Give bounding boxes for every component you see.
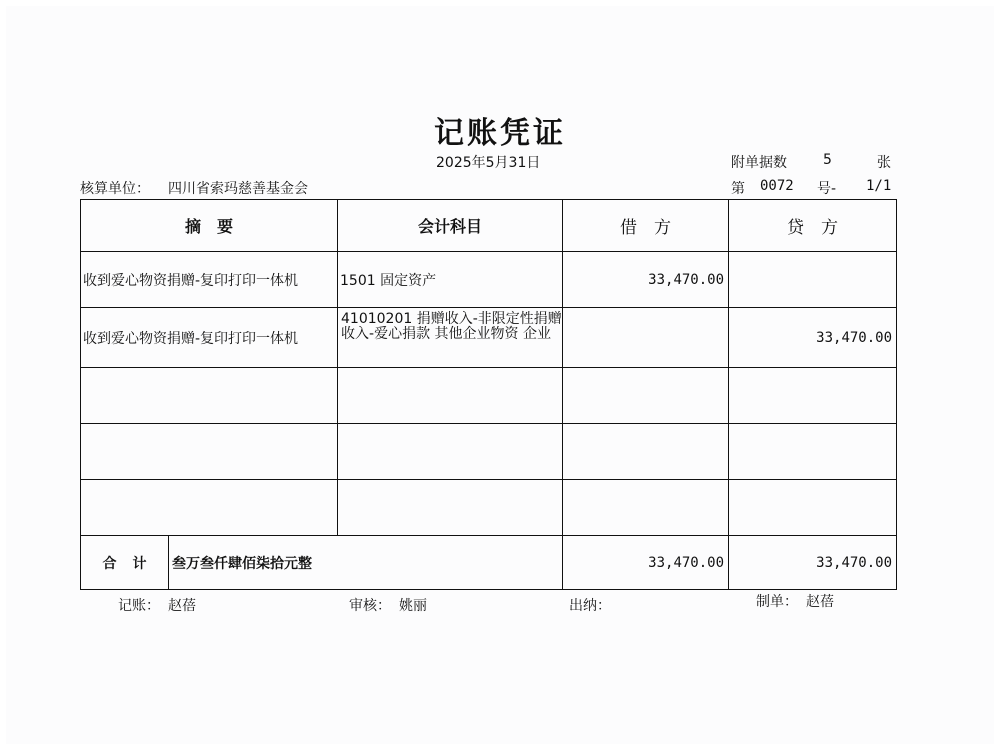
total-credit: 33,470.00	[729, 536, 897, 590]
row-credit	[729, 252, 897, 308]
bookkeeper-label: 记账：	[118, 598, 160, 614]
voucher-title: 记账凭证	[434, 116, 566, 151]
accounting-unit-label: 核算单位：	[80, 181, 150, 197]
table-row-empty	[81, 368, 897, 424]
row-credit: 33,470.00	[729, 308, 897, 368]
header-debit: 借 方	[563, 200, 729, 252]
table-row-empty	[81, 424, 897, 480]
total-row	[81, 536, 897, 590]
table-row	[81, 308, 897, 368]
voucher-table	[80, 199, 897, 590]
row-account: 1501 固定资产	[338, 252, 563, 308]
preparer-label: 制单：	[756, 594, 798, 610]
voucher-number-suffix: 号-	[817, 181, 837, 197]
row-debit	[563, 308, 729, 368]
voucher-number-prefix: 第	[731, 181, 745, 197]
voucher-date: 2025年5月31日	[436, 155, 541, 171]
row-summary: 收到爱心物资捐赠-复印打印一体机	[81, 252, 338, 308]
header-account: 会计科目	[338, 200, 563, 252]
table-row-empty	[81, 480, 897, 536]
preparer-name: 赵蓓	[806, 594, 834, 610]
header-summary: 摘 要	[81, 200, 338, 252]
attachments-count: 5	[823, 152, 832, 168]
attachments-label: 附单据数	[731, 155, 787, 171]
attachments-unit: 张	[877, 155, 891, 171]
row-debit: 33,470.00	[563, 252, 729, 308]
table-row	[81, 252, 897, 308]
row-account: 41010201 捐赠收入-非限定性捐赠收入-爱心捐款 其他企业物资 企业	[338, 308, 563, 368]
voucher-number: 0072	[760, 178, 794, 194]
voucher-page: 1/1	[866, 178, 892, 194]
total-in-words: 叁万叁仟肆佰柒拾元整	[169, 536, 563, 590]
total-label: 合计	[81, 536, 169, 590]
reviewer-label: 审核：	[349, 598, 391, 614]
accounting-unit-name: 四川省索玛慈善基金会	[168, 181, 308, 197]
table-header-row	[81, 200, 897, 252]
header-credit: 贷 方	[729, 200, 897, 252]
bookkeeper-name: 赵蓓	[168, 598, 196, 614]
reviewer-name: 姚丽	[399, 598, 427, 614]
total-debit: 33,470.00	[563, 536, 729, 590]
row-summary: 收到爱心物资捐赠-复印打印一体机	[81, 308, 338, 368]
cashier-label: 出纳：	[569, 598, 611, 614]
